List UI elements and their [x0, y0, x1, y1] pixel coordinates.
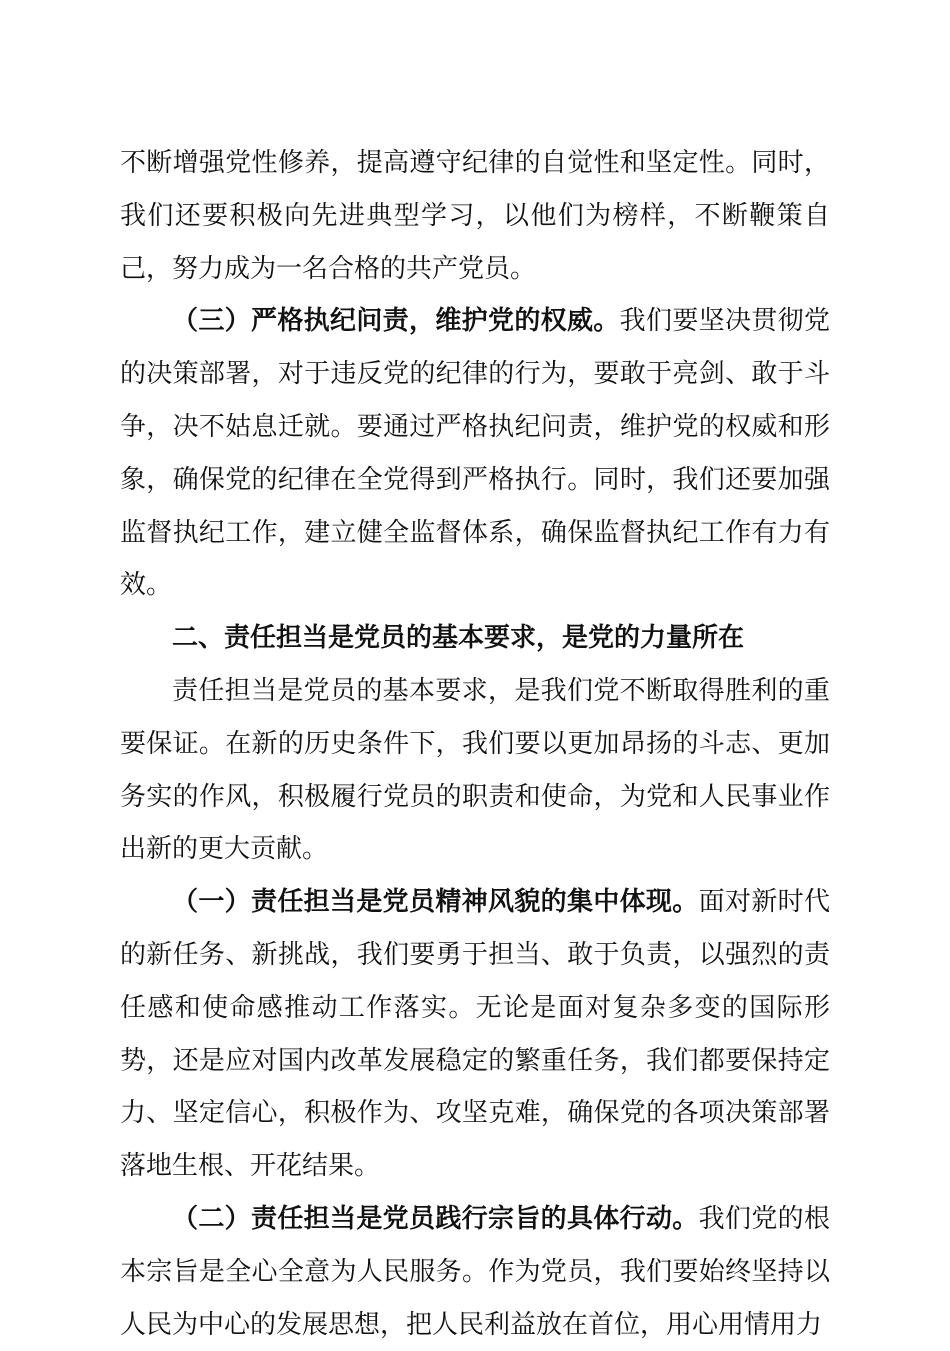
subheading-three: （三）严格执纪问责，维护党的权威。 — [172, 306, 620, 337]
document-page — [120, 137, 830, 1351]
paragraph-text: 面对新时代的新任务、新挑战，我们要勇于担当、敢于负责，以强烈的责任感和使命感推动工作落实。无论是面对复杂多变的国际形势，还是应对国内改革发展稳定的繁重任务，我们都要保持定力、坚定信心，积极作为、攻坚克难，确保党的各项决策部署落地生根、开花结果。 — [120, 887, 830, 1182]
paragraph-text: 我们党的根本宗旨是全心全意为人民服务。作为党员，我们要始终坚持以人民为中心的发展思想，把人民利益放在首位，用心用情用力 — [120, 1203, 830, 1340]
paragraph-text: 不断增强党性修养，提高遵守纪律的自觉性和坚定性。同时，我们还要积极向先进典型学习，以他们为榜样，不断鞭策自己，努力成为一名合格的共产党员。 — [120, 148, 830, 284]
subheading-one: （一）责任担当是党员精神风貌的集中体现。 — [172, 887, 699, 918]
paragraph-spirit — [120, 876, 830, 1193]
paragraph-text: 责任担当是党员的基本要求，是我们党不断取得胜利的重要保证。在新的历史条件下，我们要以更加昂扬的斗志、更加务实的作风，积极履行党员的职责和使命，为党和人民事业作出新的更大贡献。 — [120, 675, 830, 865]
section-heading-two — [120, 612, 830, 665]
paragraph-discipline-accountability — [120, 295, 830, 612]
subheading-two: （二）责任担当是党员践行宗旨的具体行动。 — [172, 1203, 699, 1234]
paragraph-continued — [120, 137, 830, 295]
paragraph-responsibility-intro — [120, 665, 830, 876]
paragraph-text: 我们要坚决贯彻党的决策部署，对于违反党的纪律的行为，要敢于亮剑、敢于斗争，决不姑息迁就。要通过严格执纪问责，维护党的权威和形象，确保党的纪律在全党得到严格执行。同时，我们还要加强监督执纪工作，建立健全监督体系，确保监督执纪工作有力有效。 — [120, 306, 830, 601]
paragraph-purpose — [120, 1193, 830, 1351]
section-title: 二、责任担当是党员的基本要求，是党的力量所在 — [172, 623, 745, 654]
